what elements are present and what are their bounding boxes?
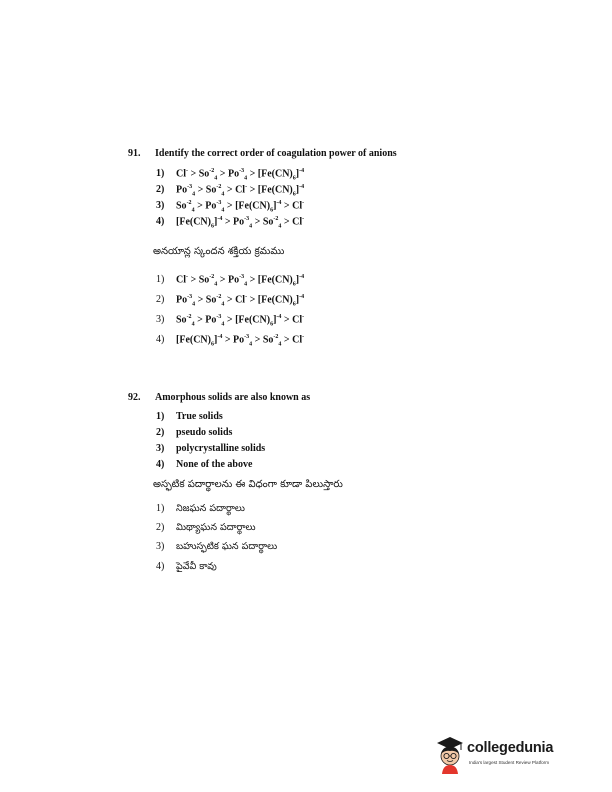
q92-te-option-2: 2) మిథ్యాఘన పదార్థాలు [156,522,256,533]
q91-te-option-3: 3) $So^{-2}_4 > Po^{-3}_4 > [Fe(CN)_6]^{-4} > Cl^-$ [156,314,305,328]
q91-option-1: 1) $Cl^- > So^{-2}_4 > Po^{-3}_4 > [Fe(CN)_6]^{-4}$ [156,168,305,182]
q92-telugu-question: అస్ఫటిక పదార్థాలను ఈ విధంగా కూడా పిలుస్తారు [153,479,343,490]
q91-option-4: 4) $[Fe(CN)_6]^{-4} > Po^{-3}_4 > So^{-2}_4 > Cl^-$ [156,216,305,230]
q91-te-option-2: 2) $Po^{-3}_4 > So^{-2}_4 > Cl^- > [Fe(CN)_6]^{-4}$ [156,294,305,308]
logo-tagline: India's largest Student Review Platform [469,760,550,765]
question-number: 91. [128,148,141,159]
q92-te-option-4: 4) పైవేవీ కావు [156,561,217,572]
q91-option-2: 2) $Po^{-3}_4 > So^{-2}_4 > Cl^- > [Fe(CN)_6]^{-4}$ [156,184,305,198]
logo-wordmark: collegedunia [467,740,554,756]
q91-option-3: 3) $So^{-2}_4 > Po^{-3}_4 > [Fe(CN)_6]^{-4} > Cl^-$ [156,200,305,214]
question-text: Amorphous solids are also known as [155,392,311,403]
collegedunia-logo [433,734,563,774]
q92-te-option-3: 3) బహుస్ఫటిక ఘన పదార్థాలు [156,541,278,552]
question-number: 92. [128,392,141,403]
q91-te-option-1: 1) $Cl^- > So^{-2}_4 > Po^{-3}_4 > [Fe(CN)_6]^{-4}$ [156,274,305,288]
q92-option-4: 4) None of the above [156,459,253,470]
q91-telugu-question: అనయాన్ల స్కందన శక్తియ క్రమము [153,246,285,257]
question-text: Identify the correct order of coagulation power of anions [155,148,397,159]
q91-te-option-4: 4) $[Fe(CN)_6]^{-4} > Po^{-3}_4 > So^{-2}_4 > Cl^-$ [156,334,305,348]
mascot-icon [433,734,467,774]
q92-option-3: 3) polycrystalline solids [156,443,266,454]
q92-te-option-1: 1) నిజఘన పదార్థాలు [156,503,245,514]
q92-option-2: 2) pseudo solids [156,427,233,438]
q92-option-1: 1) True solids [156,411,223,422]
